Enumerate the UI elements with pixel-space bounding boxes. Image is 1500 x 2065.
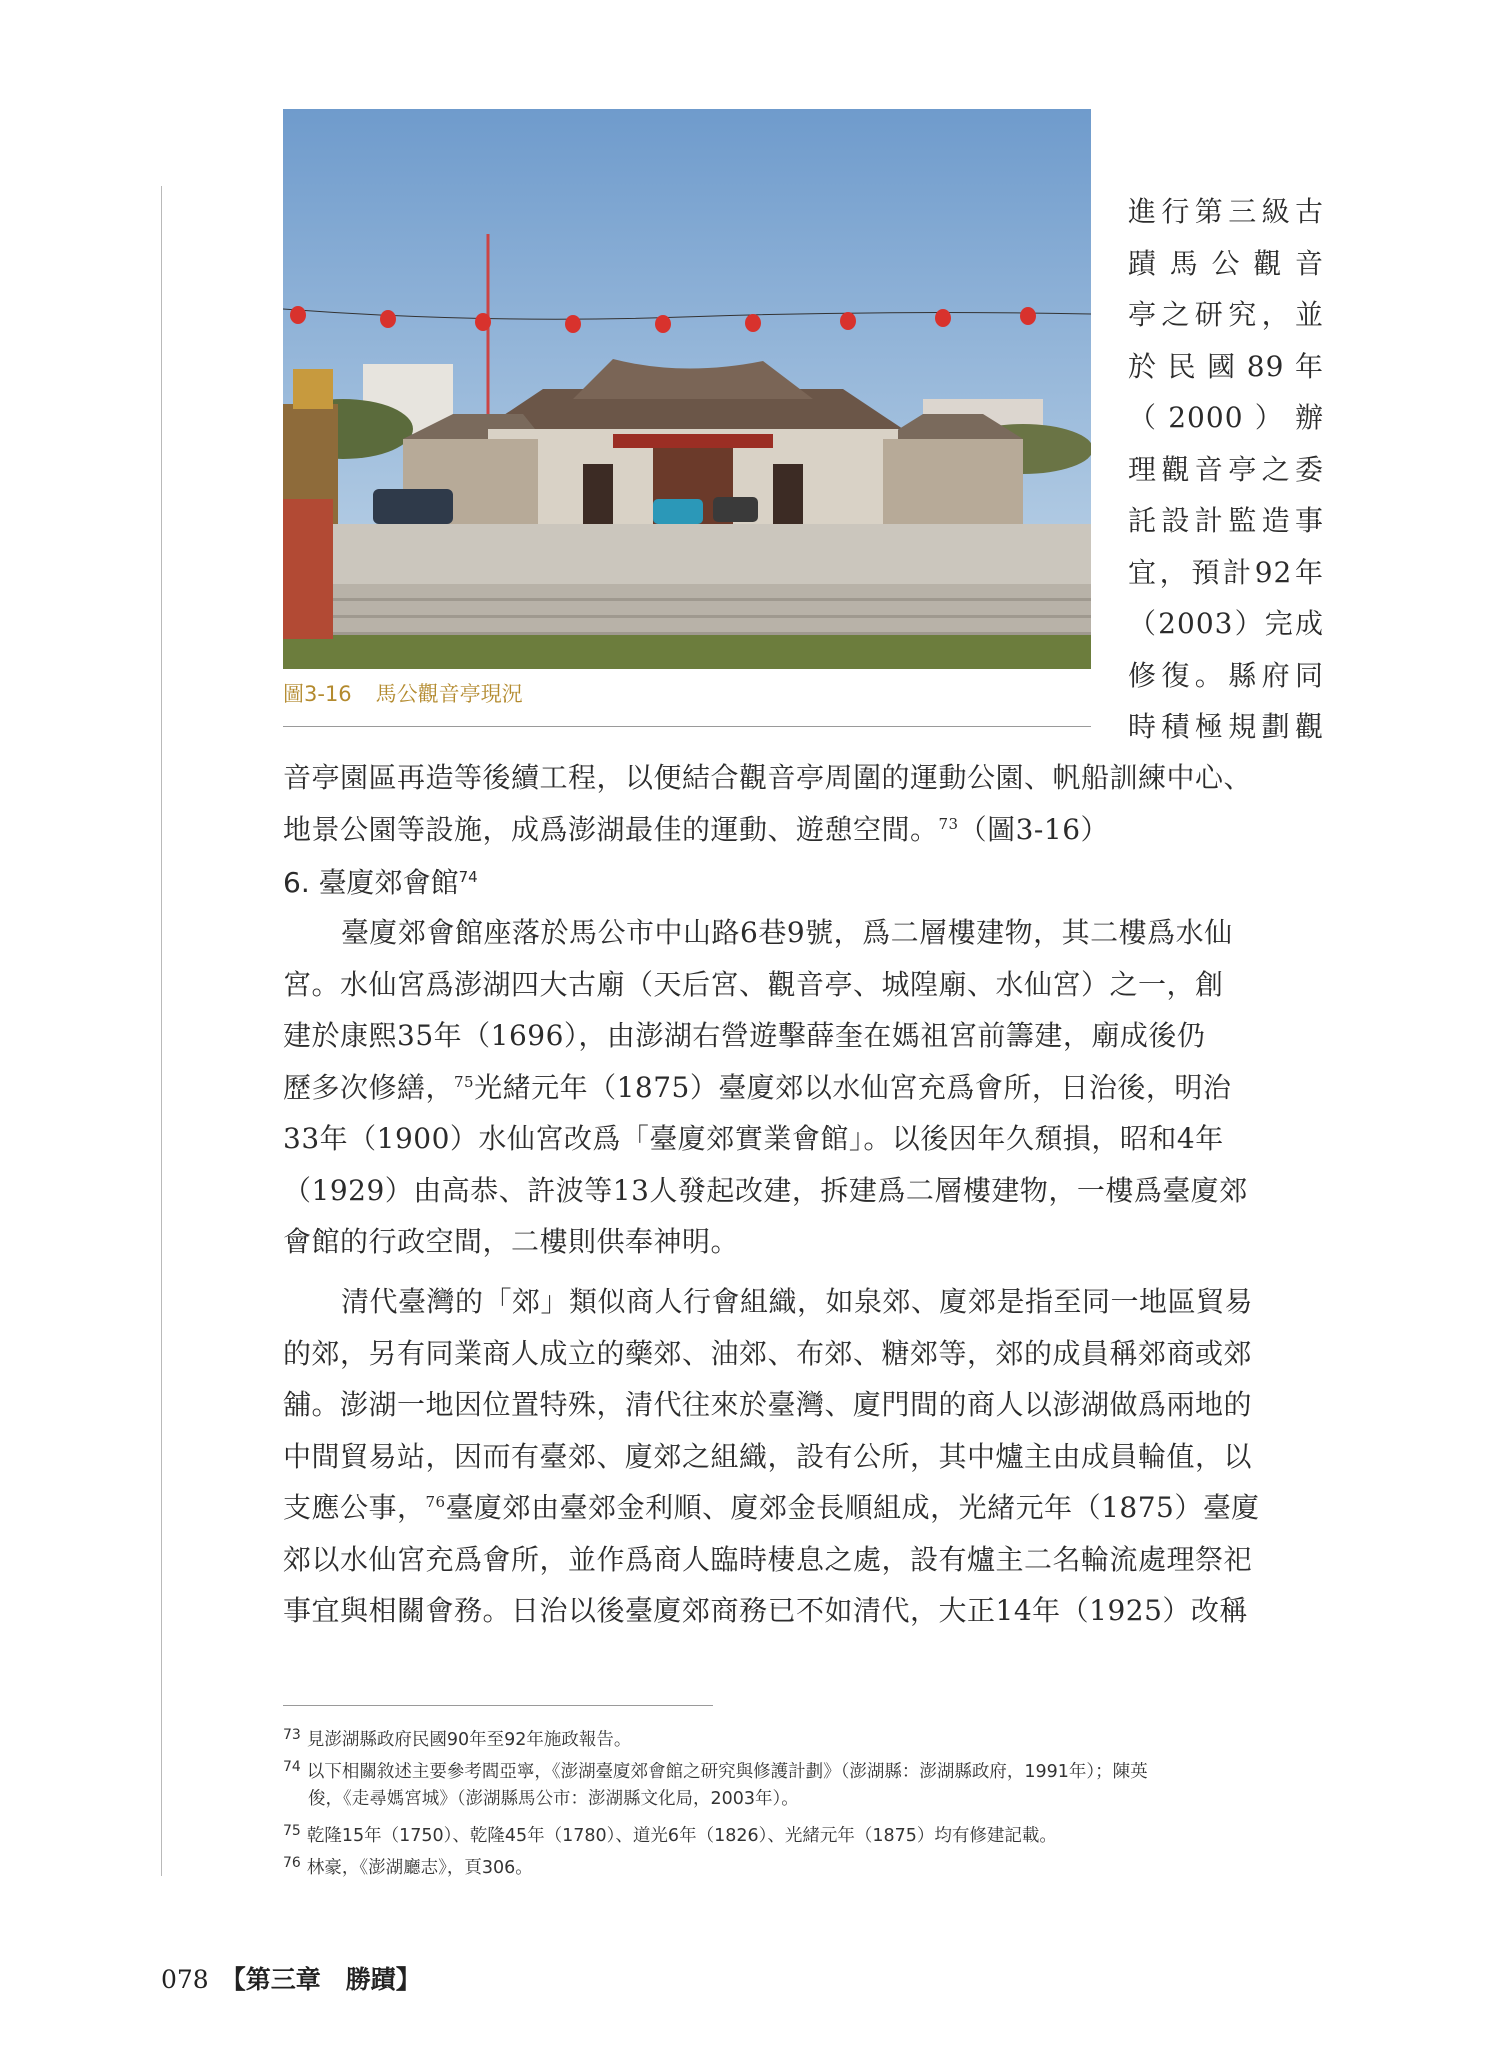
footnote-number: 74 xyxy=(283,1759,301,1775)
body-text-fragment: （圖3-16） xyxy=(958,812,1110,846)
footnote-number: 75 xyxy=(283,1823,301,1839)
body-line: 建於康熙35年（1696），由澎湖右營遊擊薛奎在媽祖宮前籌建，廟成後仍 xyxy=(283,1019,1206,1052)
side-text-line: 進行第三級古 xyxy=(1128,195,1324,228)
side-text-line: （2003）完成 xyxy=(1128,607,1324,640)
side-column-text xyxy=(1128,186,1324,753)
footnote-number: 73 xyxy=(283,1727,301,1743)
body-line: 音亭園區再造等後續工程，以便結合觀音亭周圍的運動公園、帆船訓練中心、 xyxy=(283,761,1253,794)
footnote-text: 以下相關敘述主要參考閻亞寧，《澎湖臺廈郊會館之研究與修護計劃》（澎湖縣：澎湖縣政府，1991年）；陳英 xyxy=(306,1762,1148,1782)
footnote-text: 林豪，《澎湖廳志》，頁306。 xyxy=(306,1858,533,1878)
body-line xyxy=(283,1062,1323,1114)
footnote-number: 76 xyxy=(283,1855,301,1871)
footnote-ref: 76 xyxy=(425,1493,446,1511)
body-line: 的郊，另有同業商人成立的藥郊、油郊、布郊、糖郊等，郊的成員稱郊商或郊 xyxy=(283,1336,1253,1370)
footnote-ref: 74 xyxy=(458,868,478,886)
body-text-fragment: 支應公事， xyxy=(283,1491,426,1524)
footnote-continuation: 俊，《走尋媽宮城》（澎湖縣馬公市：澎湖縣文化局，2003年）。 xyxy=(308,1789,799,1809)
paragraph-1 xyxy=(283,907,1323,1268)
footnote xyxy=(283,1815,1323,1847)
continuation-paragraph xyxy=(283,752,1323,855)
footnote-ref: 73 xyxy=(938,814,959,833)
side-text-line: 亭之研究，並 xyxy=(1128,298,1324,331)
page-number: 078 xyxy=(161,1965,209,1994)
footnote-ref: 75 xyxy=(454,1072,475,1091)
temple-photo xyxy=(283,109,1091,669)
body-line: 宮。水仙宮爲澎湖四大古廟（天后宮、觀音亭、城隍廟、水仙宮）之一，創 xyxy=(283,967,1224,1001)
paragraph-2 xyxy=(283,1276,1323,1637)
section-heading xyxy=(283,861,478,905)
side-text-line: 修復。縣府同 xyxy=(1128,658,1324,692)
margin-rule xyxy=(161,186,162,1876)
chapter-label: 【第三章 勝蹟】 xyxy=(220,1965,421,1994)
body-text-fragment: 光緒元年（1875）臺廈郊以水仙宮充爲會所，日治後，明治 xyxy=(474,1070,1232,1104)
side-text-line: 於民國89年 xyxy=(1128,349,1324,383)
footnote xyxy=(283,1847,1323,1879)
side-text-line: 宜，預計92年 xyxy=(1128,555,1324,589)
body-line: 郊以水仙宮充爲會所，並作爲商人臨時棲息之處，設有爐主二名輪流處理祭祀 xyxy=(283,1542,1253,1576)
side-text-line: 託設計監造事 xyxy=(1128,504,1324,537)
section-heading-text: 6. 臺廈郊會館 xyxy=(283,866,459,899)
body-line: 會館的行政空間，二樓則供奉神明。 xyxy=(283,1225,740,1258)
side-text-line: 理觀音亭之委 xyxy=(1128,452,1324,486)
body-text-fragment: 地景公園等設施，成爲澎湖最佳的運動、遊憩空間。 xyxy=(283,812,939,846)
body-text-fragment: 臺廈郊由臺郊金利順、廈郊金長順組成，光緒元年（1875）臺廈 xyxy=(445,1491,1260,1524)
figure-caption-number: 圖3-16 xyxy=(283,682,352,706)
body-line xyxy=(283,1482,1323,1534)
body-line: 中間貿易站，因而有臺郊、廈郊之組織，設有公所，其中爐主由成員輪值，以 xyxy=(283,1439,1253,1473)
body-line: 臺廈郊會館座落於馬公市中山路6巷9號，爲二層樓建物，其二樓爲水仙 xyxy=(341,916,1233,949)
footnote xyxy=(283,1751,1323,1783)
body-line: 清代臺灣的「郊」類似商人行會組織，如泉郊、廈郊是指至同一地區貿易 xyxy=(341,1285,1254,1318)
figure-caption-text: 馬公觀音亭現況 xyxy=(375,682,523,706)
footnote-text: 乾隆15年（1750）、乾隆45年（1780）、道光6年（1826）、光緒元年（1875）均有修建記載。 xyxy=(306,1826,1057,1846)
body-line: 事宜與相關會務。日治以後臺廈郊商務已不如清代，大正14年（1925）改稱 xyxy=(283,1594,1248,1627)
side-text-line: 蹟馬公觀音 xyxy=(1128,246,1324,280)
side-text-line: 時積極規劃觀 xyxy=(1128,710,1324,743)
page-footer xyxy=(161,1960,421,1996)
footnote-text: 見澎湖縣政府民國90年至92年施政報告。 xyxy=(306,1730,632,1750)
body-line xyxy=(283,804,1323,856)
body-text-fragment: 歷多次修繕， xyxy=(283,1070,455,1104)
footnote xyxy=(283,1719,1323,1751)
figure-caption xyxy=(283,678,523,708)
body-line: 33年（1900）水仙宮改爲「臺廈郊實業會館」。以後因年久頹損，昭和4年 xyxy=(283,1122,1224,1155)
footnotes xyxy=(283,1719,1323,1879)
footnote-rule xyxy=(283,1705,713,1706)
caption-rule xyxy=(283,726,1091,727)
side-text-line: （2000）辦 xyxy=(1128,401,1324,434)
body-line: （1929）由高恭、許波等13人發起改建，拆建爲二層樓建物，一樓爲臺廈郊 xyxy=(283,1173,1248,1207)
body-line: 舖。澎湖一地因位置特殊，清代往來於臺灣、廈門間的商人以澎湖做爲兩地的 xyxy=(283,1388,1253,1421)
